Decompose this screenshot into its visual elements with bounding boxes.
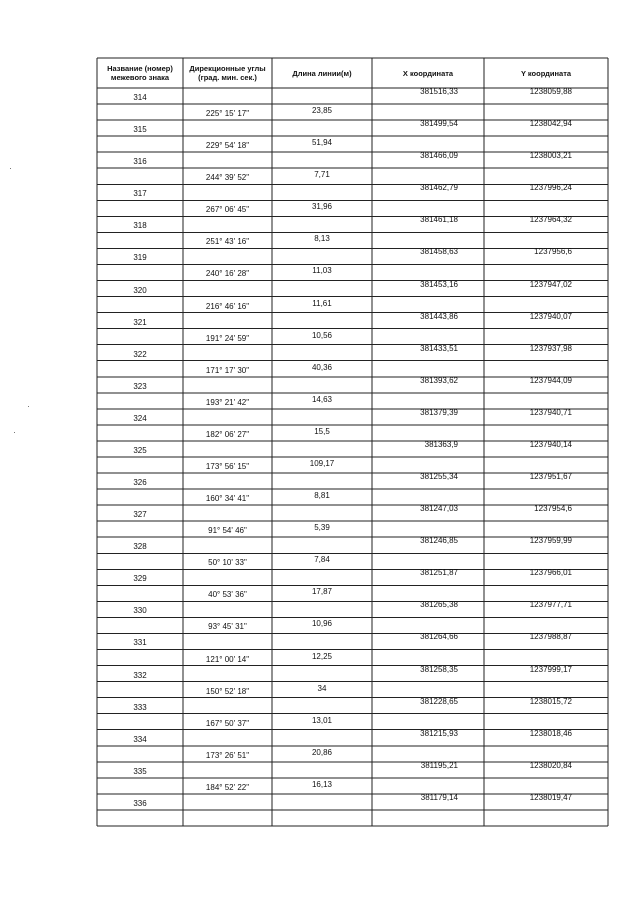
point-name: 315 — [133, 125, 147, 135]
point-y: 1238059,88 — [529, 87, 572, 96]
point-y: 1238018,46 — [529, 728, 572, 738]
point-y: 1238019,47 — [529, 792, 572, 802]
segment-angle: 182° 06' 27" — [205, 429, 250, 439]
segment-length: 10,56 — [311, 330, 333, 340]
point-y: 1238020,84 — [529, 760, 572, 770]
point-y: 1238042,94 — [529, 119, 572, 129]
point-y: 1237959,99 — [529, 536, 572, 546]
point-y: 1238015,72 — [529, 696, 572, 706]
scan-speck — [10, 168, 11, 169]
segment-length: 40,36 — [311, 362, 333, 372]
segment-angle: 240° 16' 28" — [205, 269, 250, 279]
segment-length: 23,85 — [311, 106, 333, 116]
segment-length: 11,03 — [312, 266, 332, 276]
segment-angle: 193° 21' 42" — [205, 397, 250, 407]
point-x: 381264,66 — [420, 632, 458, 642]
point-y: 1238003,21 — [529, 151, 572, 161]
header-length: Длина линии(м) — [292, 69, 352, 78]
point-name: 335 — [133, 766, 147, 776]
point-x: 381393,62 — [420, 375, 458, 385]
segment-length: 8,81 — [314, 491, 330, 501]
segment-length: 10,96 — [311, 619, 333, 629]
point-name: 317 — [133, 189, 147, 199]
segment-angle: 91° 54' 46" — [208, 526, 247, 536]
point-name: 327 — [133, 510, 147, 520]
segment-angle: 216° 46' 16" — [205, 301, 250, 311]
point-x: 381443,86 — [420, 311, 458, 321]
point-y: 1237996,24 — [529, 183, 572, 193]
point-name: 333 — [133, 702, 147, 712]
point-x: 381458,63 — [420, 247, 458, 257]
segment-angle: 184° 52' 22" — [205, 782, 250, 792]
segment-length: 31,96 — [311, 202, 333, 212]
header-x: X координата — [402, 69, 454, 78]
point-y: 1237951,67 — [529, 472, 572, 482]
point-x: 381247,03 — [420, 504, 458, 514]
segment-angle: 50° 10' 33" — [208, 558, 247, 568]
point-name: 318 — [133, 221, 147, 231]
segment-angle: 229° 54' 18" — [205, 141, 250, 151]
point-x: 381379,39 — [420, 407, 458, 417]
point-y: 1237956,6 — [534, 247, 572, 257]
point-y: 1237954,6 — [534, 504, 572, 514]
point-y: 1237940,07 — [529, 311, 572, 321]
segment-angle: 191° 24' 59" — [205, 333, 250, 343]
segment-angle: 267° 06' 45" — [205, 205, 250, 215]
segment-angle: 93° 45' 31" — [208, 622, 247, 632]
segment-length: 7,84 — [314, 555, 330, 565]
point-x: 381516,33 — [420, 87, 458, 96]
point-x: 381195,21 — [420, 760, 458, 770]
point-name: 325 — [133, 445, 147, 455]
point-y: 1237940,14 — [529, 439, 572, 449]
segment-length: 20,86 — [311, 747, 333, 757]
point-x: 381453,16 — [420, 279, 458, 289]
segment-length: 34 — [317, 683, 327, 693]
point-name: 322 — [133, 349, 147, 359]
point-y: 1237944,09 — [529, 375, 572, 385]
point-name: 314 — [133, 93, 147, 102]
point-name: 336 — [133, 798, 147, 808]
point-y: 1237999,17 — [529, 664, 572, 674]
point-name: 326 — [133, 478, 147, 488]
scan-speck — [14, 432, 15, 433]
segment-angle: 244° 39' 52" — [205, 173, 250, 183]
point-y: 1237937,98 — [529, 343, 572, 353]
point-x: 381265,38 — [420, 600, 458, 610]
point-x: 381215,93 — [420, 728, 458, 738]
header-name: Название (номер) межевого знака — [107, 64, 173, 82]
segment-length: 7,71 — [314, 170, 330, 180]
point-name: 329 — [133, 574, 147, 584]
point-x: 381466,09 — [420, 151, 458, 161]
point-x: 381499,54 — [420, 119, 458, 129]
point-name: 334 — [133, 734, 147, 744]
point-y: 1237940,71 — [529, 407, 572, 417]
point-name: 320 — [133, 285, 147, 295]
point-x: 381433,51 — [420, 343, 458, 353]
segment-angle: 40° 53' 36" — [208, 590, 247, 600]
segment-length: 15,5 — [314, 426, 330, 436]
point-name: 330 — [133, 606, 147, 616]
segment-length: 14,63 — [311, 394, 333, 404]
segment-angle: 173° 26' 51" — [205, 750, 250, 760]
point-name: 319 — [133, 253, 147, 263]
segment-angle: 251° 43' 16" — [205, 237, 250, 247]
point-name: 323 — [133, 381, 147, 391]
segment-length: 13,01 — [311, 715, 333, 725]
point-name: 332 — [133, 670, 147, 680]
segment-angle: 171° 17' 30" — [205, 365, 250, 375]
point-name: 316 — [133, 157, 147, 167]
point-x: 381255,34 — [420, 472, 458, 482]
segment-angle: 225° 15' 17" — [205, 109, 250, 119]
point-x: 381461,18 — [420, 215, 458, 225]
segment-length: 109,17 — [309, 459, 335, 468]
segment-length: 51,94 — [311, 138, 333, 148]
point-name: 321 — [133, 317, 147, 327]
segment-angle: 167° 50' 37" — [205, 718, 250, 728]
point-y: 1237964,32 — [529, 215, 572, 225]
point-y: 1237966,01 — [529, 568, 572, 578]
point-x: 381258,35 — [420, 664, 458, 674]
point-y: 1237988,87 — [529, 632, 572, 642]
segment-length: 12,25 — [311, 651, 333, 661]
point-x: 381251,87 — [420, 568, 458, 578]
segment-length: 17,87 — [311, 587, 333, 597]
header-angle: Дирекционные углы (град. мин. сек.) — [189, 64, 266, 82]
point-x: 381179,14 — [420, 792, 458, 802]
segment-angle: 173° 56' 15" — [205, 462, 250, 471]
point-x: 381228,65 — [420, 696, 458, 706]
segment-angle: 160° 34' 41" — [205, 494, 250, 504]
point-y: 1237977,71 — [529, 600, 572, 610]
scan-speck — [28, 406, 29, 407]
point-name: 324 — [133, 413, 147, 423]
point-y: 1237947,02 — [529, 279, 572, 289]
point-x: 381462,79 — [420, 183, 458, 193]
point-name: 328 — [133, 542, 147, 552]
point-x: 381363,9 — [424, 439, 458, 449]
segment-angle: 150° 52' 18" — [205, 686, 250, 696]
segment-angle: 121° 00' 14" — [205, 654, 250, 664]
header-y: Y координата — [520, 69, 572, 78]
segment-length: 5,39 — [314, 523, 330, 533]
segment-length: 16,13 — [311, 779, 333, 789]
segment-length: 11,61 — [312, 298, 332, 308]
point-x: 381246,85 — [420, 536, 458, 546]
segment-length: 8,13 — [314, 234, 330, 244]
point-name: 331 — [133, 638, 147, 648]
